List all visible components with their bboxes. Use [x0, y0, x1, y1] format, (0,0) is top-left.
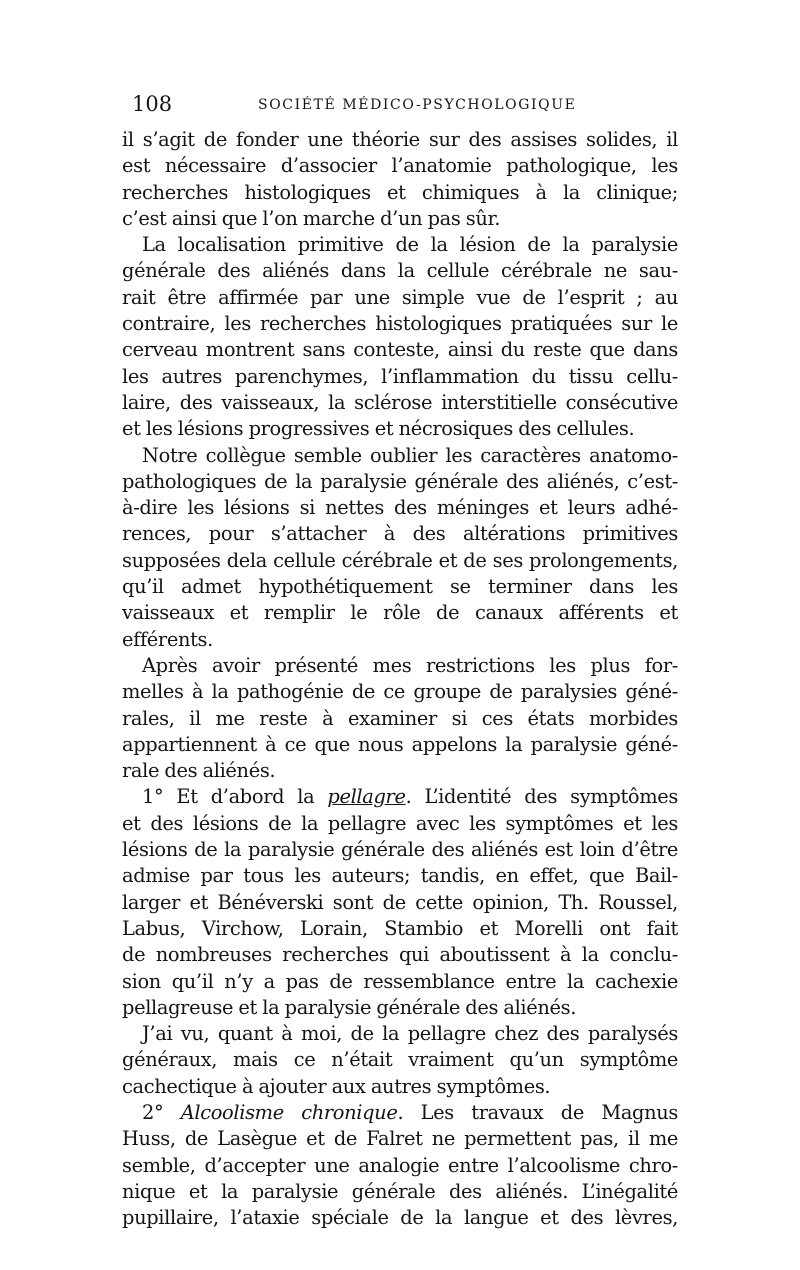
text-line: cerveau montrent sans conteste, ainsi du reste que dans — [122, 338, 678, 362]
text-line: rale des aliénés. — [122, 759, 276, 783]
text-line: cachectique à ajouter aux autres symptômes. — [122, 1074, 551, 1098]
text-line: lésions de la paralysie générale des aliénés est loin d’être — [122, 838, 678, 862]
text-line: généraux, mais ce n’était vraiment qu’un symptôme — [122, 1048, 678, 1072]
text-line: pupillaire, l’ataxie spéciale de la langue et des lèvres, — [122, 1206, 678, 1230]
text-line: de nombreuses recherches qui aboutissent à la conclu- — [122, 943, 678, 967]
text-line: La localisation primitive de la lésion de la paralysie — [142, 233, 678, 257]
text-line: nique et la paralysie générale des aliénés. L’inégalité — [122, 1179, 678, 1203]
text-line: à-dire les lésions si nettes des méninges et leurs adhé- — [122, 496, 678, 520]
text-line: générale des aliénés dans la cellule cérébrale ne sau- — [122, 259, 678, 283]
line-text: 2° — [142, 1100, 181, 1124]
italic-term: Alcoolisme chronique — [180, 1100, 398, 1124]
text-line: pathologiques de la paralysie générale des aliénés, c’est- — [122, 469, 678, 493]
page-header — [132, 92, 680, 116]
body-text — [122, 127, 678, 1231]
text-line: rences, pour s’attacher à des altérations primitives — [122, 522, 678, 546]
text-line: rait être affirmée par une simple vue de l’esprit ; au — [122, 285, 678, 309]
text-line: J’ai vu, quant à moi, de la pellagre chez des paralysés — [142, 1022, 678, 1046]
text-line: recherches histologiques et chimiques à la clinique; — [122, 180, 678, 204]
line-text: 1° Et d’abord la — [142, 785, 328, 809]
text-line: et des lésions de la pellagre avec les symptômes et les — [122, 811, 678, 835]
text-line — [122, 1100, 678, 1126]
text-line: rales, il me reste à examiner si ces états morbides — [122, 706, 678, 730]
text-line — [122, 784, 678, 810]
text-line: vaisseaux et remplir le rôle de canaux afférents et — [122, 601, 678, 625]
text-line: admise par tous les auteurs; tandis, en effet, que Bail- — [122, 864, 678, 888]
text-line: Après avoir présenté mes restrictions les plus for- — [142, 653, 678, 677]
text-line: et les lésions progressives et nécrosiques des cellules. — [122, 417, 635, 441]
page-number: 108 — [132, 92, 173, 116]
text-line: semble, d’accepter une analogie entre l’alcoolisme chro- — [122, 1153, 678, 1177]
text-line: larger et Bénéverski sont de cette opinion, Th. Roussel, — [122, 890, 678, 914]
text-line: pellagreuse et la paralysie générale des aliénés. — [122, 995, 577, 1019]
text-line: est nécessaire d’associer l’anatomie pathologique, les — [122, 154, 678, 178]
text-line: supposées dela cellule cérébrale et de ses prolongements, — [122, 548, 678, 572]
text-line: melles à la pathogénie de ce groupe de paralysies géné- — [122, 680, 678, 704]
text-line: Labus, Virchow, Lorain, Stambio et Morelli ont fait — [122, 916, 678, 940]
text-line: qu’il admet hypothétiquement se terminer dans les — [122, 575, 678, 599]
line-text: . Les travaux de Magnus — [397, 1100, 679, 1124]
line-text: . L’identité des symptômes — [405, 785, 678, 809]
italic-term: pellagre — [327, 785, 406, 809]
text-line: sion qu’il n’y a pas de ressemblance entre la cachexie — [122, 969, 678, 993]
text-line: il s’agit de fonder une théorie sur des assises solides, il — [122, 128, 678, 151]
text-line: contraire, les recherches histologiques pratiquées sur le — [122, 312, 678, 336]
running-head: SOCIÉTÉ MÉDICO-PSYCHOLOGIQUE — [258, 97, 577, 113]
text-line: efférents. — [122, 627, 213, 651]
text-line: laire, des vaisseaux, la sclérose interstitielle consécutive — [122, 390, 678, 414]
text-line: Notre collègue semble oublier les caractères anatomo- — [142, 443, 678, 467]
text-line: Huss, de Lasègue et de Falret ne permettent pas, il me — [122, 1127, 678, 1151]
text-line: appartiennent à ce que nous appelons la paralysie géné- — [122, 732, 678, 756]
text-line: c’est ainsi que l’on marche d’un pas sûr. — [122, 206, 501, 230]
text-line: les autres parenchymes, l’inflammation du tissu cellu- — [122, 364, 678, 388]
